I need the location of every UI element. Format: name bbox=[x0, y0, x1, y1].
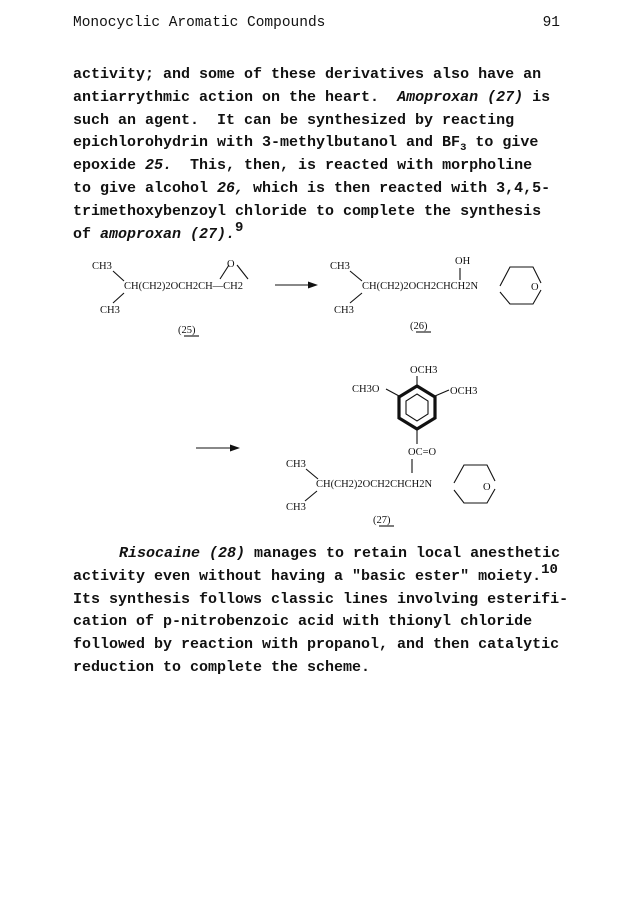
text-line: activity even without having a "basic ester" moiety.$^{10}$ bbox=[73, 561, 558, 585]
side-chain: CH(CH2)2OCH2CH—CH2 bbox=[124, 281, 244, 292]
bond bbox=[113, 271, 124, 281]
bond bbox=[305, 491, 317, 501]
side-chain: CH(CH2)2OCH2CHCH2N bbox=[362, 281, 479, 292]
ring-oxygen: O bbox=[483, 482, 491, 493]
text-line: of amoproxan (27).$^9$ bbox=[73, 219, 244, 243]
compound-25 bbox=[92, 259, 248, 336]
ch3-group: CH3 bbox=[334, 305, 354, 316]
bond bbox=[350, 293, 362, 303]
ch3-group: CH3 bbox=[100, 305, 120, 316]
page-number: 91 bbox=[542, 15, 560, 31]
compound-name-amoproxan: amoproxan (27). bbox=[100, 225, 236, 243]
ring-oxygen: O bbox=[531, 282, 539, 293]
epoxide-bond bbox=[237, 265, 248, 279]
paragraph-risocaine bbox=[73, 543, 573, 680]
running-title: Monocyclic Aromatic Compounds bbox=[73, 15, 326, 31]
text-line: epoxide 25. This, then, is reacted with morpholine bbox=[73, 157, 533, 175]
ch3-group: CH3 bbox=[286, 502, 306, 513]
epoxide-oxygen: O bbox=[227, 259, 235, 270]
side-chain: CH(CH2)2OCH2CHCH2N bbox=[316, 479, 433, 490]
methoxy-group: OCH3 bbox=[450, 386, 478, 397]
text-line: such an agent. It can be synthesized by reacting bbox=[73, 111, 515, 129]
aromatic-inner-ring bbox=[406, 394, 428, 421]
ch3-group: CH3 bbox=[286, 459, 306, 470]
compound-name-amoproxan: Amoproxan (27) bbox=[397, 88, 524, 106]
bond bbox=[435, 390, 449, 396]
subscript: 3 bbox=[460, 142, 467, 155]
footnote-ref: 9 bbox=[235, 219, 244, 236]
reaction-arrow bbox=[275, 282, 318, 289]
footnote-ref: 10 bbox=[541, 561, 558, 578]
text-line: epichlorohydrin with 3-methylbutanol and $BF_3$ to give bbox=[73, 134, 539, 155]
text-line: Risocaine (28) manages to retain local anesthetic bbox=[119, 545, 561, 562]
compound-ref: 25. bbox=[145, 157, 173, 175]
compound-26 bbox=[330, 256, 541, 332]
compound-label: (25) bbox=[178, 325, 196, 336]
bond bbox=[386, 389, 399, 396]
bond bbox=[350, 271, 362, 281]
benzene-ring bbox=[399, 386, 435, 429]
compound-label: (27) bbox=[373, 515, 391, 526]
methoxy-group: OCH3 bbox=[410, 365, 438, 376]
compound-ref: 26, bbox=[217, 179, 245, 197]
text-line: activity; and some of these derivatives also have an bbox=[73, 66, 542, 83]
bond bbox=[113, 293, 124, 303]
ester-group: OC=O bbox=[408, 447, 437, 458]
methoxy-group: CH3O bbox=[352, 384, 380, 395]
text-line: Its synthesis follows classic lines involving esterifi- bbox=[73, 590, 569, 608]
compound-27 bbox=[286, 365, 495, 526]
bond bbox=[306, 469, 318, 479]
text-line: trimethoxybenzoyl chloride to complete the synthesis bbox=[73, 202, 542, 220]
ch3-group: CH3 bbox=[330, 261, 350, 272]
hydroxyl-group: OH bbox=[455, 256, 471, 267]
text-line: followed by reaction with propanol, and then catalytic bbox=[73, 636, 560, 654]
compound-label: (26) bbox=[410, 321, 428, 332]
compound-name-risocaine: Risocaine (28) bbox=[119, 545, 246, 562]
text-line: reduction to complete the scheme. bbox=[73, 658, 371, 676]
ch3-group: CH3 bbox=[92, 261, 112, 272]
text-line: to give alcohol 26, which is then reacted with 3,4,5- bbox=[73, 179, 551, 197]
reaction-arrow bbox=[196, 445, 240, 452]
text-line: cation of p-nitrobenzoic acid with thionyl chloride bbox=[73, 613, 533, 631]
text-line: antiarrythmic action on the heart. Amoproxan (27) is bbox=[73, 88, 551, 106]
